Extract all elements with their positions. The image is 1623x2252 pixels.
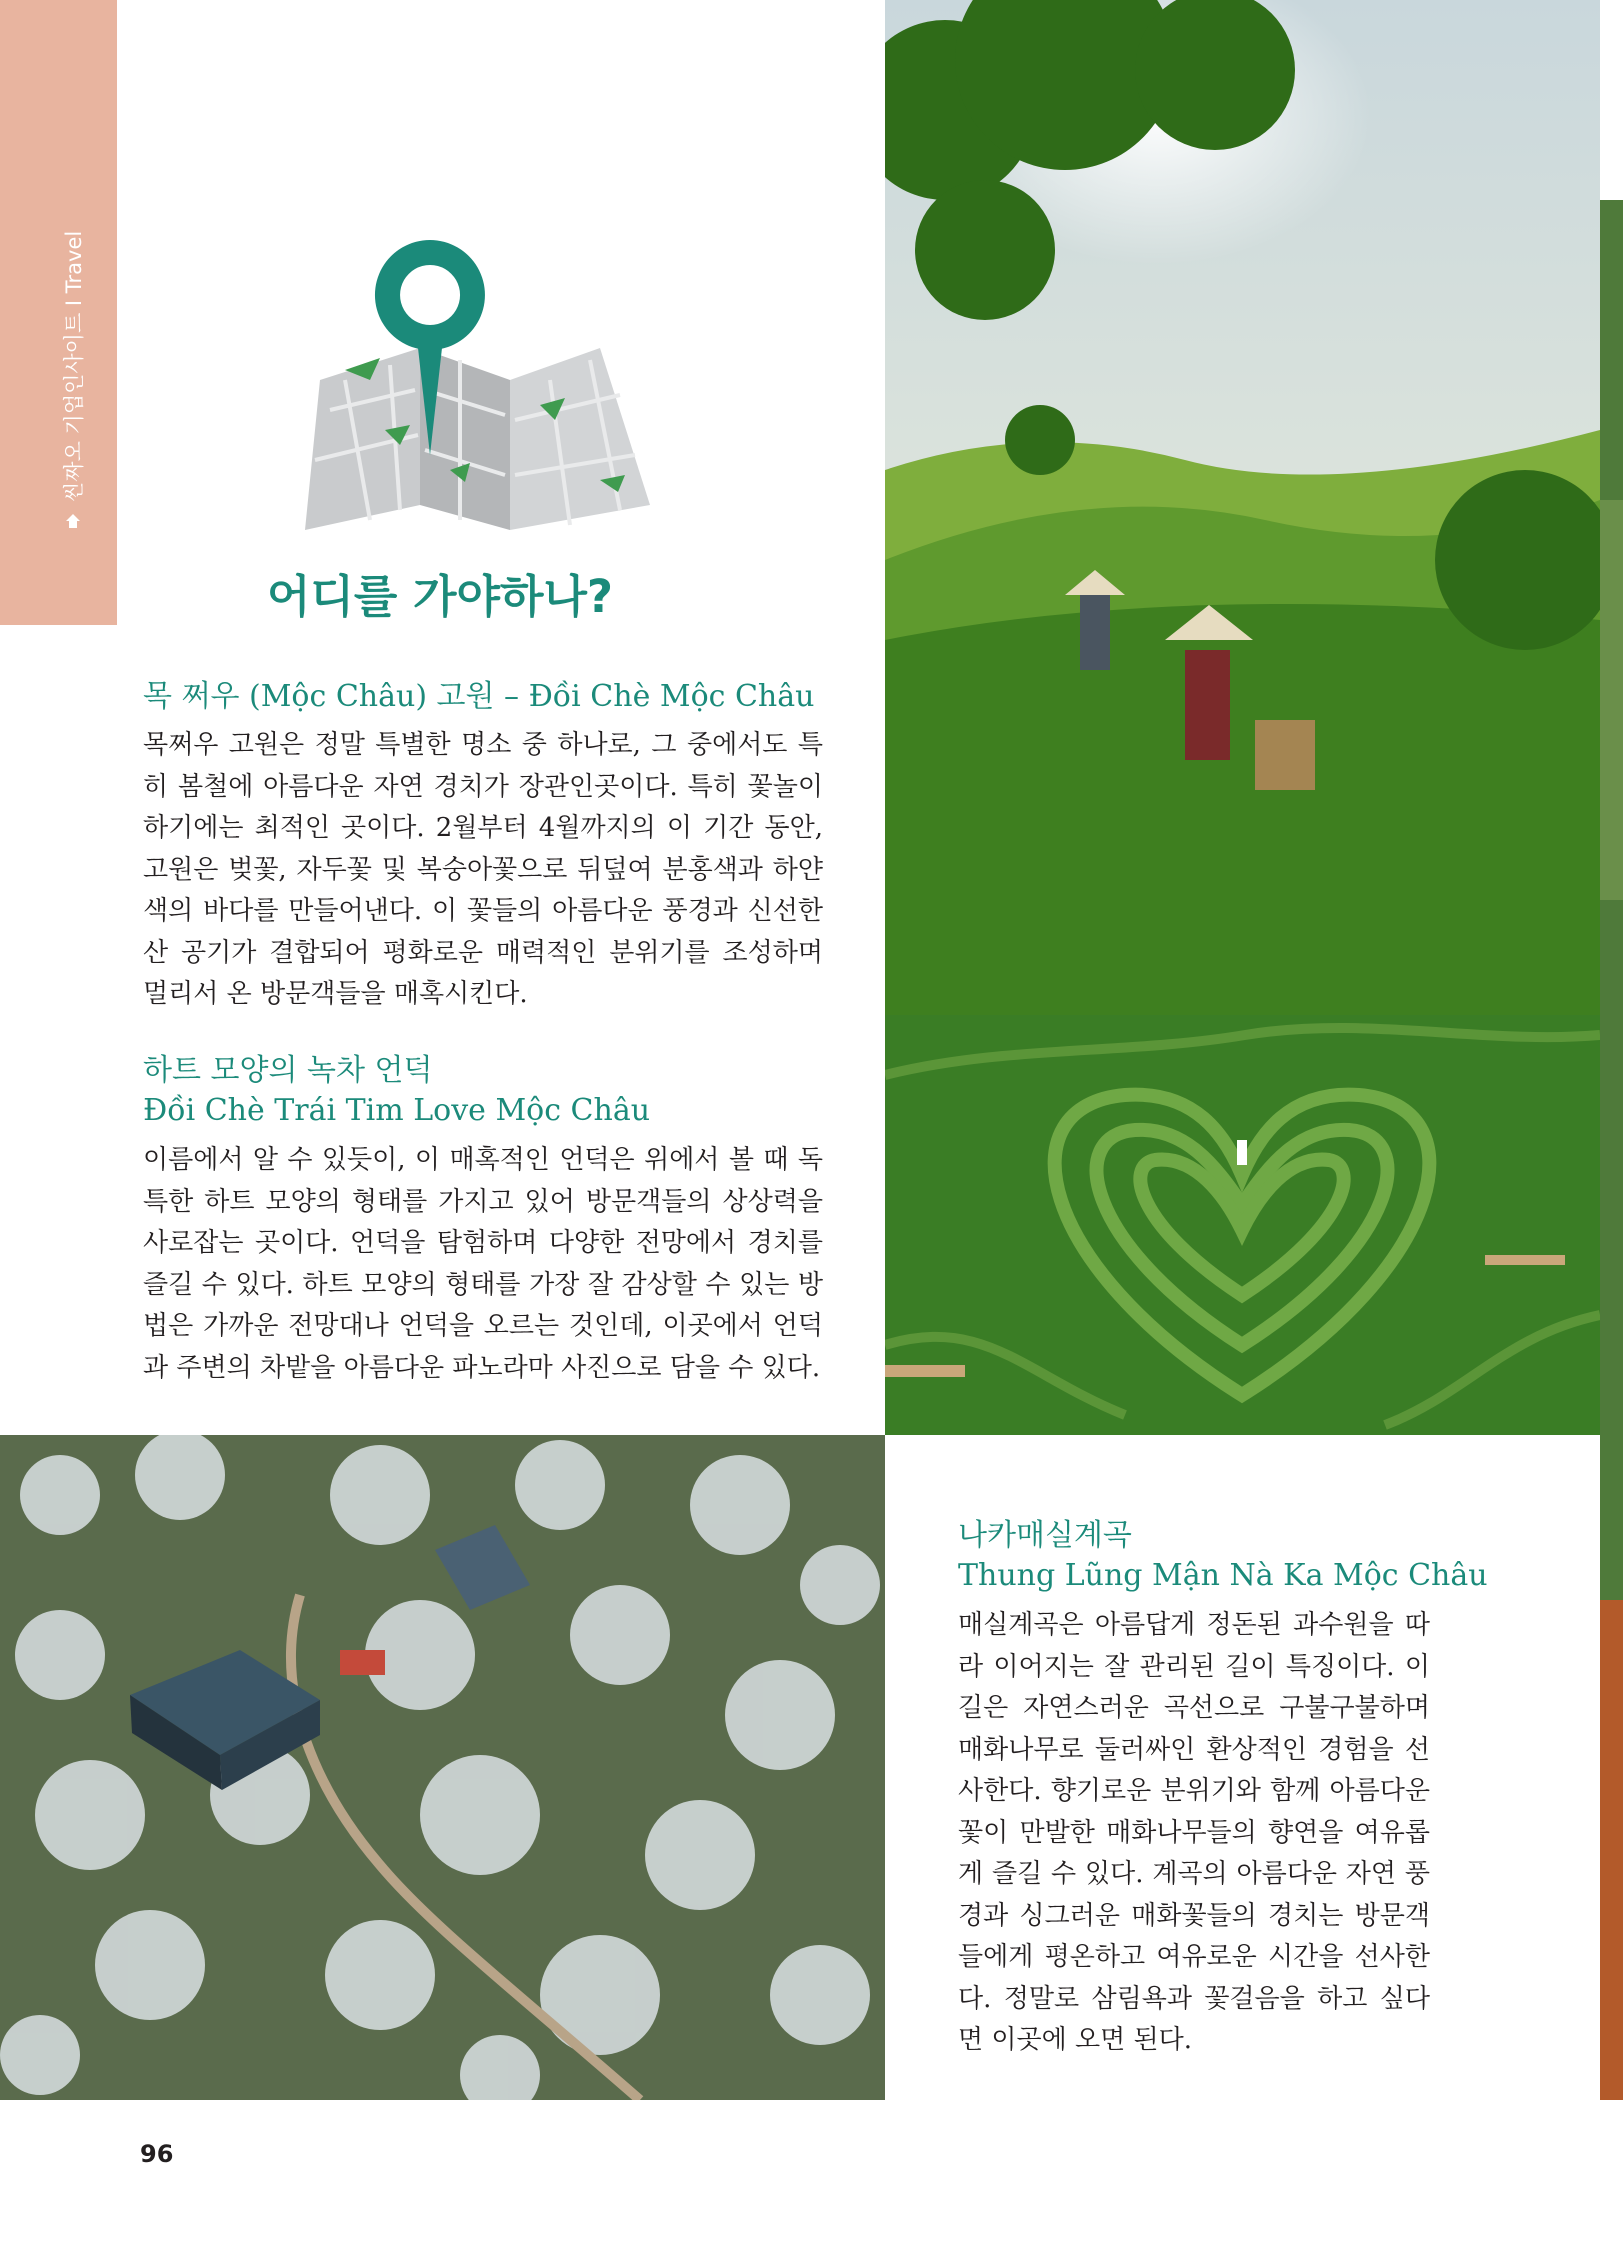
- side-tab-label: [58, 231, 88, 530]
- page-title: 어디를 가야하나?: [266, 570, 614, 623]
- section2-heading-ko: 하트 모양의 녹차 언덕: [143, 1053, 433, 1088]
- page-number: 96: [140, 2140, 174, 2168]
- edge-photo-strip: [1600, 200, 1623, 2100]
- section1-heading: 목 쩌우 (Mộc Châu) 고원 – Đồi Chè Mộc Châu: [143, 679, 815, 714]
- heart-tea-hill-photo: [885, 1015, 1600, 1435]
- section1-body: 목쩌우 고원은 정말 특별한 명소 중 하나로, 그 중에서도 특히 봄철에 아름다운 자연 경치가 장관인곳이다. 특히 꽃놀이하기에는 최적인 곳이다. 2월부터 4월까지의 이 기간 동안, 고원은 벚꽃, 자두꽃 및 복숭아꽃으로 뒤덮여 분홍색과 하얀색의 바다를 만들어낸다. 이 꽃들의 아름다운 풍경과 신선한 산 공기가 결합되어 평화로운 매력적인 분위기를 조성하며 멀리서 온 방문객들을 매혹시킨다.: [143, 730, 823, 1009]
- tea-pickers-photo: [885, 0, 1600, 1015]
- side-tab-text: 씬짜오 기업인사이트 I Travel: [62, 230, 86, 502]
- map-pin-icon: [300, 230, 660, 560]
- section3-heading-vi: Thung Lũng Mận Nà Ka Mộc Châu: [958, 1558, 1488, 1593]
- home-icon: [64, 512, 82, 530]
- section2-heading-vi: Đồi Chè Trái Tim Love Mộc Châu: [143, 1093, 651, 1128]
- plum-valley-photo: [0, 1435, 885, 2100]
- section2-body: 이름에서 알 수 있듯이, 이 매혹적인 언덕은 위에서 볼 때 독특한 하트 모양의 형태를 가지고 있어 방문객들의 상상력을 사로잡는 곳이다. 언덕을 탐험하며 다양한 전망에서 경치를 즐길 수 있다. 하트 모양의 형태를 가장 잘 감상할 수 있는 방법은 가까운 전망대나 언덕을 오르는 것인데, 이곳에서 언덕과 주변의 차밭을 아름다운 파노라마 사진으로 담을 수 있다.: [143, 1145, 823, 1383]
- section3-body: 매실계곡은 아름답게 정돈된 과수원을 따라 이어지는 잘 관리된 길이 특징이다. 이 길은 자연스러운 곡선으로 구불구불하며 매화나무로 둘러싸인 환상적인 경험을 선사한다. 향기로운 분위기와 함께 아름다운 꽃이 만발한 매화나무들의 향연을 여유롭게 즐길 수 있다. 계곡의 아름다운 자연 풍경과 싱그러운 매화꽃들의 경치는 방문객들에게 평온하고 여유로운 시간을 선사한다. 정말로 삼림욕과 꽃걸음을 하고 싶다면 이곳에 오면 된다.: [958, 1610, 1430, 2055]
- section3-heading-ko: 나카매실계곡: [958, 1518, 1132, 1553]
